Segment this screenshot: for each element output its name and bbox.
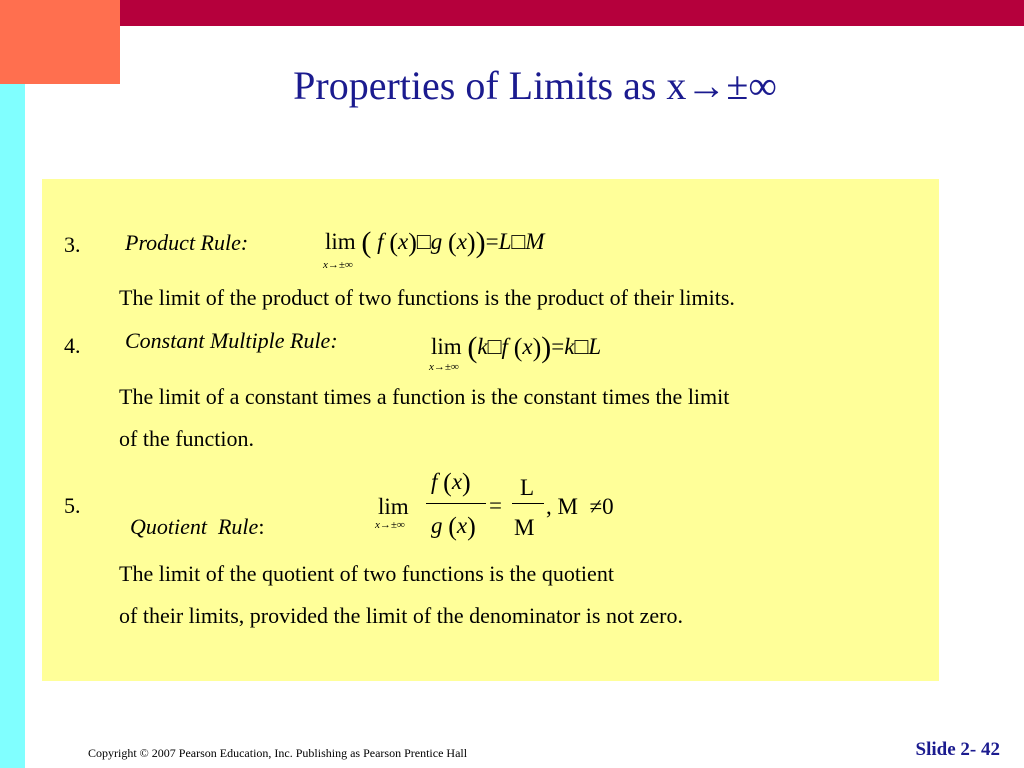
quotient-condition: , M ≠0: [546, 494, 614, 519]
rule-name-constant-multiple: Constant Multiple Rule:: [125, 328, 338, 353]
product-rule-description: The limit of the product of two functions is the product of their limits.: [119, 285, 735, 310]
constant-multiple-description-line1: The limit of a constant times a function is the constant times the limit: [119, 384, 730, 409]
copyright-footer: Copyright © 2007 Pearson Education, Inc. Publishing as Pearson Prentice Hall: [88, 746, 468, 760]
quotient-result-denominator: M: [514, 515, 535, 540]
quotient-denominator: g (x): [431, 512, 476, 541]
slide-number: Slide 2- 42: [915, 739, 1000, 760]
equals-sign: =: [489, 493, 502, 518]
quotient-description-line1: The limit of the quotient of two functions is the quotient: [119, 561, 614, 586]
product-dot-glyph: □: [416, 229, 431, 254]
left-accent-bar: [0, 84, 25, 768]
quotient-numerator: f (x): [431, 468, 471, 497]
constant-multiple-formula: lim (k□f (x))=k□L: [431, 331, 602, 364]
rule-number-5: 5.: [64, 493, 81, 518]
rule-name-quotient: Quotient Rule:: [130, 514, 265, 539]
constant-multiple-description-line2: of the function.: [119, 426, 255, 451]
lim-subscript: x→±∞: [429, 361, 459, 373]
slide-title: Properties of Limits as x→±∞: [293, 63, 777, 108]
rule-number-4: 4.: [64, 333, 81, 358]
fraction-bar: [512, 503, 544, 504]
lim-subscript: x→±∞: [375, 519, 405, 531]
lim-operator: lim: [325, 229, 356, 254]
lim-subscript: x→±∞: [323, 259, 353, 271]
product-rule-formula: lim ( f (x)□g (x))=L□M: [325, 226, 545, 259]
quotient-result-numerator: L: [520, 475, 535, 500]
fraction-bar: [426, 503, 486, 504]
rule-name-product: Product Rule:: [125, 230, 249, 255]
top-accent-bar: [120, 0, 1024, 26]
lim-operator: lim: [431, 334, 462, 359]
quotient-lim-operator: lim: [378, 494, 409, 519]
rule-number-3: 3.: [64, 232, 81, 257]
quotient-description-line2: of their limits, provided the limit of the denominator is not zero.: [119, 603, 683, 628]
